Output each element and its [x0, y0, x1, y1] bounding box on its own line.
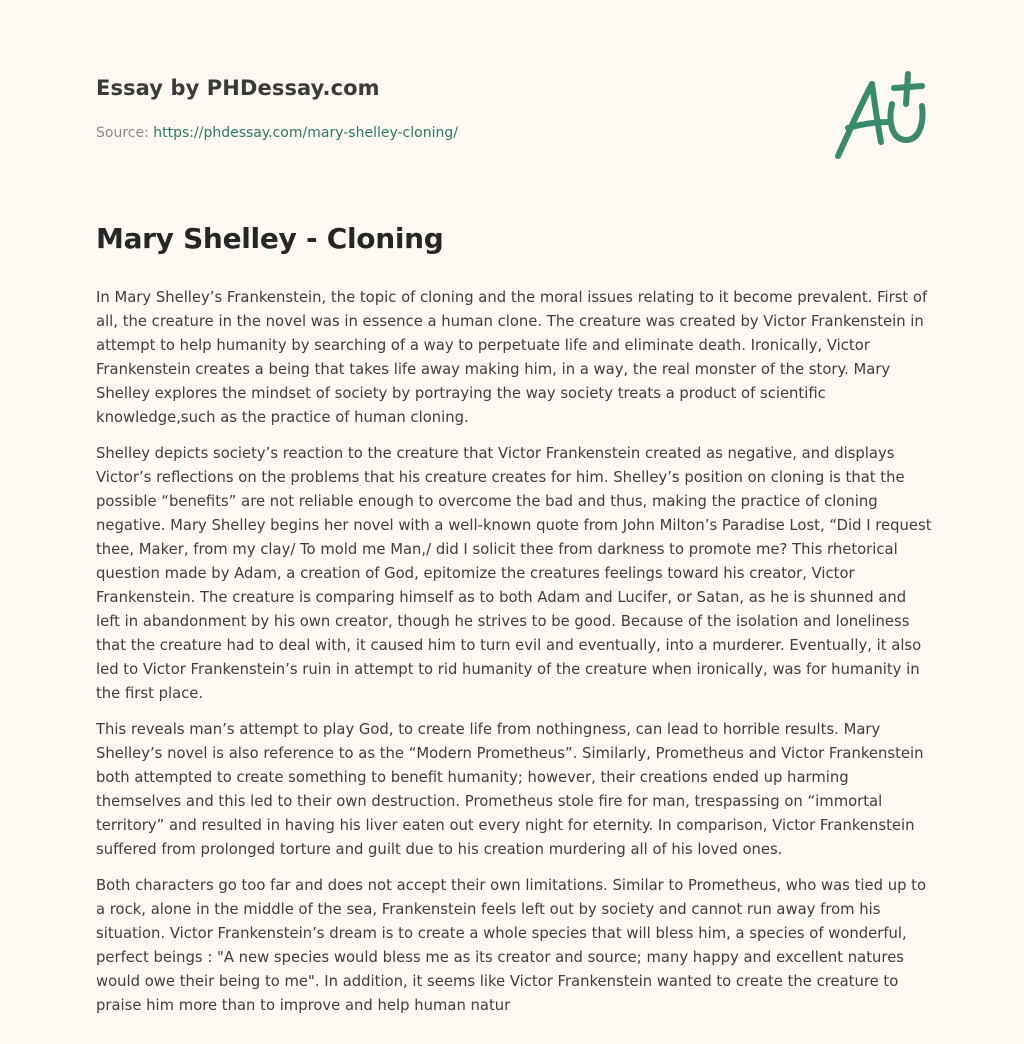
- source-label: Source:: [96, 125, 154, 141]
- source-line: [96, 125, 458, 141]
- essay-paragraph: This reveals man’s attempt to play God, to create life from nothingness, can lead to horrible results. Mary Shelley’s novel is also reference to as the “Modern Prometheus”. Similarly, Prometheus and Victor Frankenstein both attempted to create something to benefit humanity; however, their creations ended up harming themselves and this led to their own destruction. Prometheus stole fire for man, trespassing on “immortal territory” and resulted in having his liver eaten out every night for eternity. In comparison, Victor Frankenstein suffered from prolonged torture and guilt due to his creation murdering all of his loved ones.: [96, 721, 924, 858]
- essay-paragraph: In Mary Shelley’s Frankenstein, the topic of cloning and the moral issues relating to it become prevalent. First of all, the creature in the novel was in essence a human clone. The creature was created by Victor Frankenstein in attempt to help humanity by searching of a way to perpetuate life and eliminate death. Ironically, Victor Frankenstein creates a being that takes life away making him, in a way, the real monster of the story. Mary Shelley explores the mindset of society by portraying the way society treats a product of scientific knowledge,such as the practice of human cloning.: [96, 289, 928, 426]
- essay-paragraph: Shelley depicts society’s reaction to the creature that Victor Frankenstein created as negative, and displays Victor’s reflections on the problems that his creature creates for him. Shelley’s position on cloning is that the possible “benefits” are not reliable enough to overcome the bad and thus, making the practice of cloning negative. Mary Shelley begins her novel with a well-known quote from John Milton’s Paradise Lost, “Did I request thee, Maker, from my clay/ To mold me Man,/ did I solicit thee from darkness to promote me? This rhetorical question made by Adam, a creation of God, epitomize the creatures feelings toward his creator, Victor Frankenstein. The creature is comparing himself as to both Adam and Lucifer, or Satan, as he is shunned and left in abandonment by his own creator, though he strives to be good. Because of the isolation and loneliness that the creature had to deal with, it caused him to turn evil and eventually, into a murderer. Eventually, it also led to Victor Frankenstein’s ruin in attempt to rid humanity of the creature when ironically, was for humanity in the first place.: [96, 445, 932, 702]
- site-brand: Essay by PHDessay.com: [96, 76, 380, 100]
- a-plus-icon: [828, 64, 932, 168]
- source-link[interactable]: https://phdessay.com/mary-shelley-cloning/: [153, 125, 458, 141]
- essay-title: Mary Shelley - Cloning: [96, 222, 444, 255]
- essay-body: [96, 286, 932, 1030]
- page-header: [96, 0, 928, 200]
- essay-paragraph: Both characters go too far and does not accept their own limitations. Similar to Prometheus, who was tied up to a rock, alone in the middle of the sea, Frankenstein feels left out by society and cannot run away from his situation. Victor Frankenstein’s dream is to create a whole species that will bless him, a species of wonderful, perfect beings : "A new species would bless me as its creator and source; many happy and excellent natures would owe their being to me". In addition, it seems like Victor Frankenstein wanted to create the creature to praise him more than to improve and help human natur: [96, 877, 927, 1014]
